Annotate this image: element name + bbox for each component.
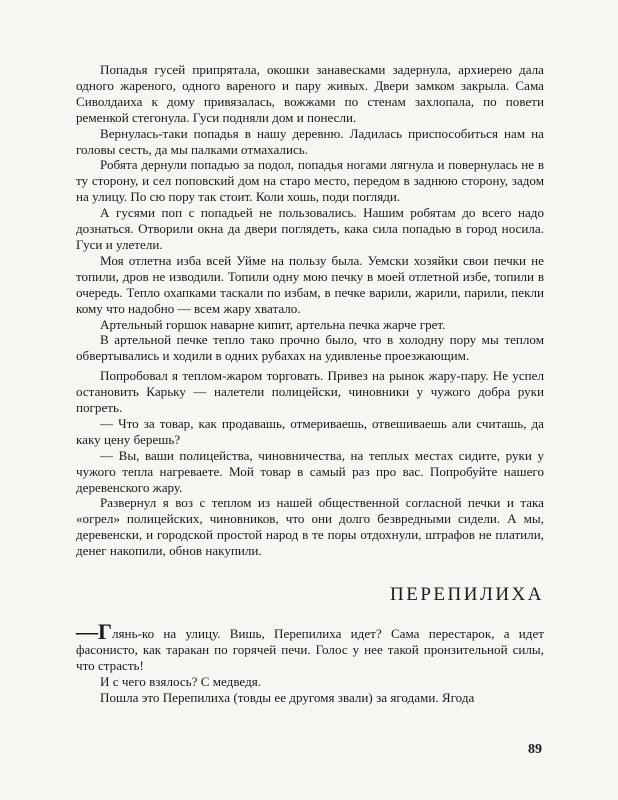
chapter-text	[76, 619, 544, 706]
chapter-title: ПЕРЕПИЛИХА	[390, 584, 544, 605]
paragraph: Попробовал я теплом-жаром торговать. Привез на рынок жару-пару. Не успел остановить Карьку — налетели полицейски, чиновники у чужого добра руки погреть.	[76, 368, 544, 416]
paragraph: — Что за товар, как продавашь, отмериваешь, отвешиваешь али считашь, да каку цену берешь?	[76, 415, 544, 447]
paragraph: А гусями поп с попадьей не пользовались. Нашим робятам до всего надо дознаться. Отворили окна да двери поглядеть, кака сила попадью в город носила. Гуси и улетели.	[76, 205, 544, 252]
paragraph: Робята дернули попадью за подол, попадья ногами лягнула и повернулась не в ту сторону, и сел поповский дом на старо место, передом в заднюю сторону, задом на улицу. По сю пору так стоит. Коли хошь, поди погляди.	[76, 157, 544, 205]
chapter-first-paragraph	[76, 619, 544, 674]
paragraph: И с чего взялось? С медведя.	[100, 673, 262, 689]
paragraph: — Вы, ваши полицейства, чиновничества, на теплых местах сидите, руки у чужого тепла нагреваете. Мой товар в самый раз про вас. Попробуйте нашего деревенского жару.	[76, 447, 544, 495]
paragraph: Моя отлетна изба всей Уйме на пользу была. Уемски хозяйки свои печки не топили, дров не изводили. Топили одну мою печку в моей отлетной избе, топили в очередь. Тепло охапками таскали по избам, в печке варили, жарили, парили, пекли кому что надобно — всем жару хватало.	[76, 252, 544, 316]
story-text	[76, 62, 544, 559]
paragraph: Вернулась-таки попадья в нашу деревню. Ладилась приспособиться нам на головы сесть, да мы палками отмахались.	[76, 125, 544, 157]
paragraph: В артельной печке тепло тако прочно было, что в холодну пору мы теплом обвертывались и ходили в одних рубахах на удивленье проезжающим.	[76, 332, 544, 364]
drop-cap: —Г	[76, 619, 112, 644]
first-paragraph-text: лянь-ко на улицу. Вишь, Перепилиха идет? Сама перестарок, а идет фасонисто, как таракан по горячей печи. Голос у нее такой пронзительной силы, что страсть!	[76, 626, 544, 673]
paragraph: Развернул я воз с теплом из нашей общественной согласной печки и така «огрел» полицейских, чиновников, что они долго безвредными сидели. А мы, деревенски, и городской простой народ в те поры отдохнули, штрафов не платили, денег накопили, обнов накупили.	[76, 495, 544, 559]
paragraph: Попадья гусей припрятала, окошки занавесками задернула, архиерею дала одного жареного, одного вареного и пару живых. Двери замком закрыла. Сама Сиволдаиха к дому привязалась, вожжами по стенам захлопала, по повети ременкой стегонула. Гуси подняли дом и понесли.	[76, 62, 544, 125]
page-number: 89	[528, 742, 542, 757]
paragraph: Артельный горшок наварне кипит, артельна печка жарче грет.	[100, 316, 446, 332]
paragraph: Пошла это Перепилиха (товды ее другомя звали) за ягодами. Ягода	[100, 689, 475, 705]
